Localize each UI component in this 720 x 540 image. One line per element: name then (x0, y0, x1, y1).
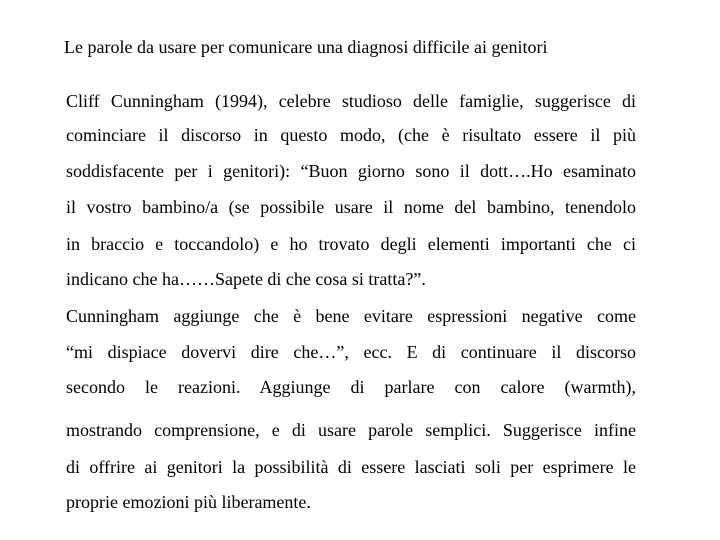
body-line: di offrire ai genitori la possibilità di essere lasciati soli per esprimere le (66, 457, 636, 477)
body-line: cominciare il discorso in questo modo, (che è risultato essere il più (66, 125, 636, 145)
body-line: proprie emozioni più liberamente. (66, 492, 311, 512)
body-line: Cliff Cunningham (1994), celebre studioso delle famiglie, suggerisce di (66, 91, 636, 111)
body-line: Cunningham aggiunge che è bene evitare espressioni negative come (66, 306, 636, 326)
body-line: mostrando comprensione, e di usare parole semplici. Suggerisce infine (66, 420, 636, 440)
body-line: in braccio e toccandolo) e ho trovato degli elementi importanti che ci (66, 234, 636, 254)
body-line: “mi dispiace dovervi dire che…”, ecc. E di continuare il discorso (66, 342, 636, 362)
body-line: il vostro bambino/a (se possibile usare il nome del bambino, tenendolo (66, 197, 636, 217)
body-line: indicano che ha……Sapete di che cosa si tratta?”. (66, 269, 426, 289)
document-title: Le parole da usare per comunicare una diagnosi difficile ai genitori (64, 37, 548, 57)
body-line: secondo le reazioni. Aggiunge di parlare con calore (warmth), (66, 377, 636, 397)
body-line: soddisfacente per i genitori): “Buon giorno sono il dott….Ho esaminato (66, 161, 636, 181)
